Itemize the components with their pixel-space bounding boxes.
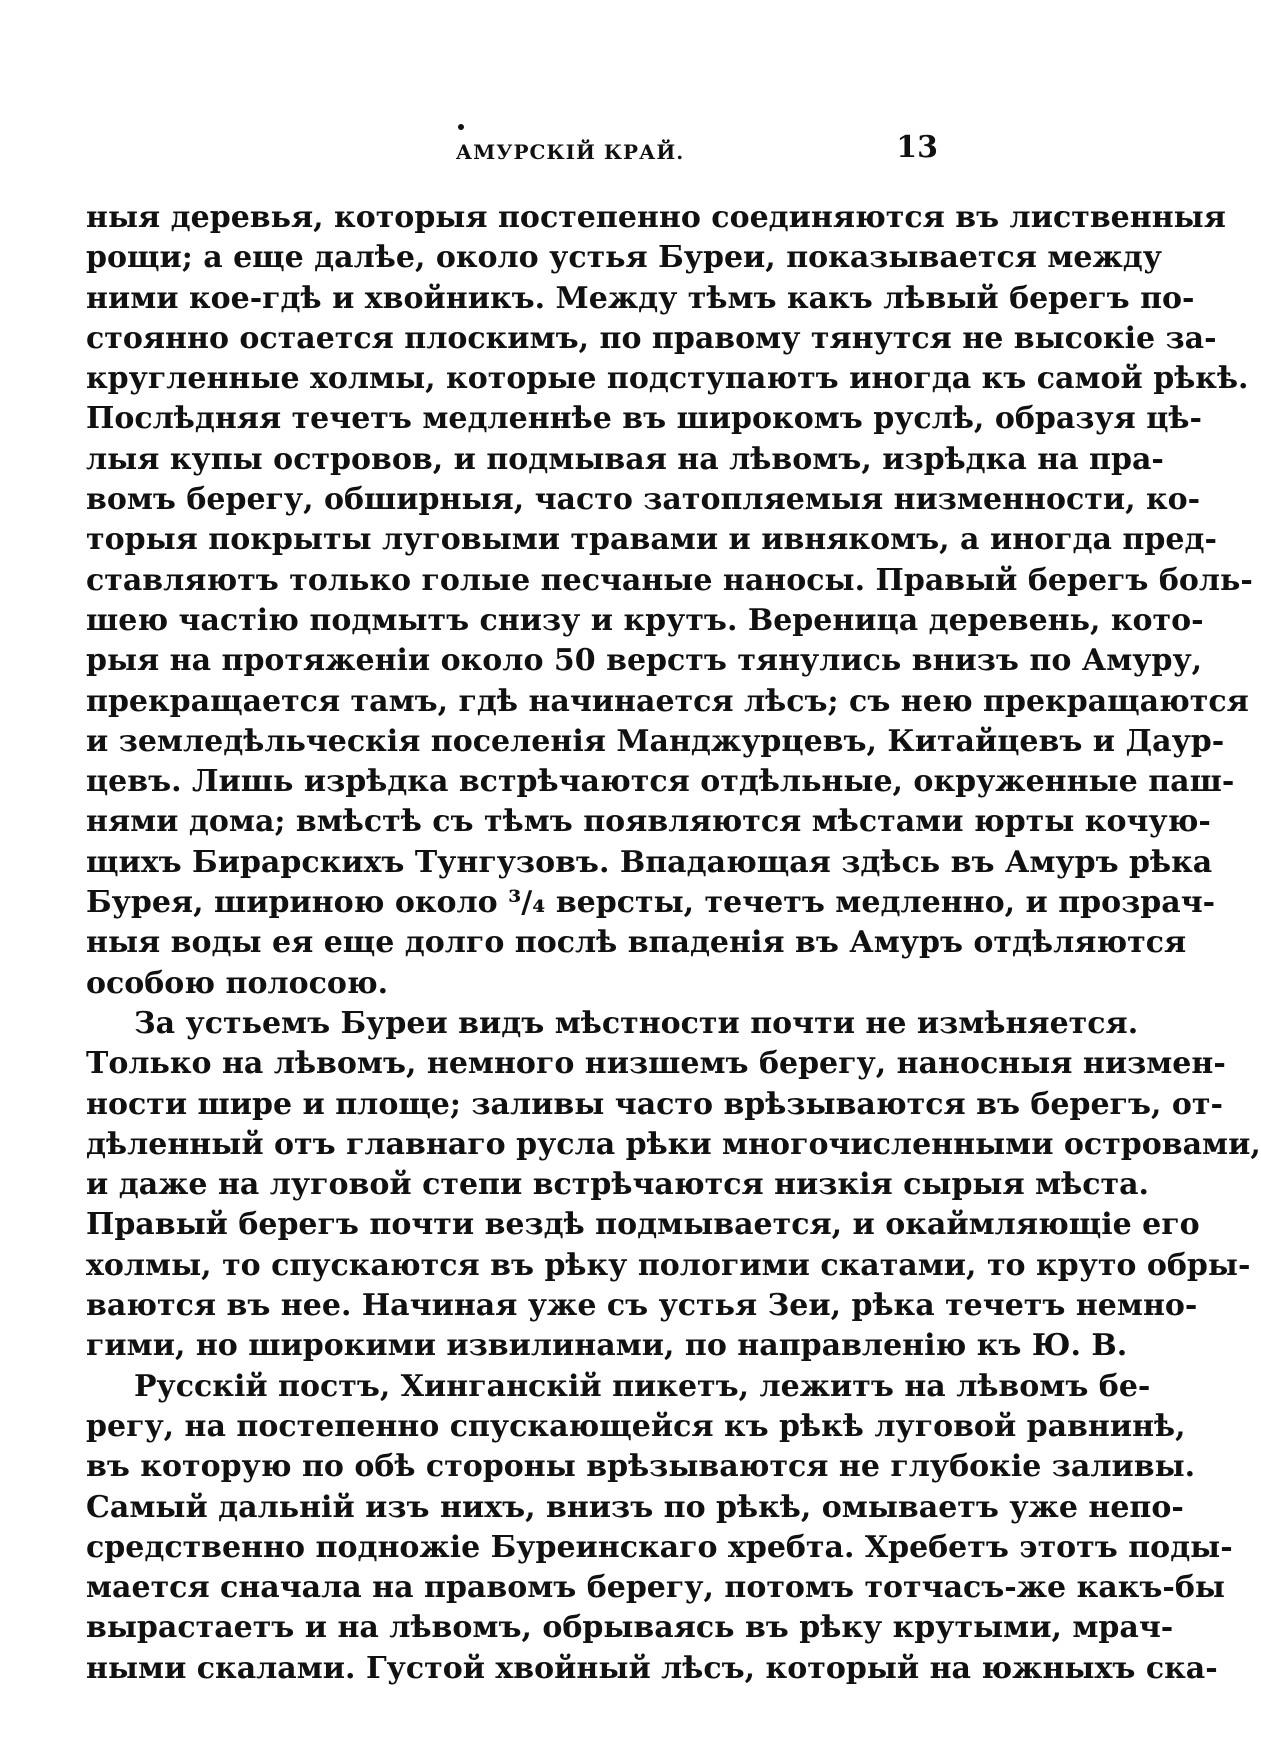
page-header <box>0 130 1140 180</box>
text-line: торыя покрыты луговыми травами и ивнякомъ, а иногда пред- <box>86 522 1217 558</box>
text-line: цевъ. Лишь изрѣдка встрѣчаются отдѣльные, окруженные паш- <box>86 764 1235 800</box>
paragraph <box>86 1004 1261 1367</box>
text-line: Русскій постъ, Хинганскій пикетъ, лежитъ на лѣвомъ бе- <box>134 1368 1151 1404</box>
text-line: ваются въ нее. Начиная уже съ устья Зеи, рѣка течетъ немно- <box>86 1288 1198 1324</box>
text-line: лыя купы островов, и подмывая на лѣвомъ, изрѣдка на пра- <box>86 441 1164 477</box>
text-line: въ которую по обѣ стороны врѣзываются не глубокіе заливы. <box>86 1449 1196 1485</box>
text-line: Послѣдняя течетъ медленнѣе въ широкомъ руслѣ, образуя цѣ- <box>86 401 1202 437</box>
body-text <box>86 198 1261 1689</box>
text-line: Только на лѣвомъ, немного низшемъ берегу, наносныя низмен- <box>86 1046 1226 1082</box>
text-line: ставляютъ только голые песчаные наносы. Правый берегъ боль- <box>86 562 1253 598</box>
paragraph <box>86 1367 1233 1689</box>
text-line: дѣленный отъ главнаго русла рѣки многочисленными островами, <box>86 1126 1261 1162</box>
text-line: и даже на луговой степи встрѣчаются низкія сырыя мѣста. <box>86 1167 1149 1203</box>
running-title: АМУРСКІЙ КРАЙ. <box>455 140 685 164</box>
text-line: вомъ берегу, обширныя, часто затопляемыя низменности, ко- <box>86 482 1201 518</box>
text-line: рыя на протяженіи около 50 верстъ тянулись внизъ по Амуру, <box>86 643 1203 679</box>
text-line: ними кое-гдѣ и хвойникъ. Между тѣмъ какъ лѣвый берегъ по- <box>86 280 1195 316</box>
text-line: ныя воды ея еще долго послѣ впаденія въ Амуръ отдѣляются <box>86 925 1187 961</box>
text-line: За устьемъ Буреи видъ мѣстности почти не измѣняется. <box>134 1005 1139 1041</box>
text-line: рощи; а еще далѣе, около устья Буреи, показывается между <box>86 240 1162 276</box>
text-line: гими, но широкими извилинами, по направленію къ Ю. В. <box>86 1328 1128 1364</box>
text-line: прекращается тамъ, гдѣ начинается лѣсъ; съ нею прекращаются <box>86 683 1249 719</box>
text-line: особою полосою. <box>86 965 389 1001</box>
text-line: нями дома; вмѣстѣ съ тѣмъ появляются мѣстами юрты кочую- <box>86 804 1211 840</box>
text-line: ности шире и площе; заливы часто врѣзываются въ берегъ, от- <box>86 1086 1223 1122</box>
text-line: холмы, то спускаются въ рѣку пологими скатами, то круто обры- <box>86 1247 1251 1283</box>
text-line: и земледѣльческія поселенія Манджурцевъ, Китайцевъ и Даур- <box>86 723 1225 759</box>
text-line: регу, на постепенно спускающейся къ рѣкѣ луговой равнинѣ, <box>86 1408 1186 1444</box>
text-line: вырастаетъ и на лѣвомъ, обрываясь въ рѣку крутыми, мрач- <box>86 1610 1174 1646</box>
ink-speck <box>458 124 464 130</box>
paragraph <box>86 198 1253 1004</box>
text-line: мается сначала на правомъ берегу, потомъ тотчасъ-же какъ-бы <box>86 1570 1225 1606</box>
page-number: 13 <box>896 130 938 165</box>
text-line: Бурея, шириною около ³/₄ версты, течетъ медленно, и прозрач- <box>86 885 1216 921</box>
text-line: стоянно остается плоскимъ, по правому тянутся не высокіе за- <box>86 320 1217 356</box>
text-line: ными скалами. Густой хвойный лѣсъ, который на южныхъ ска- <box>86 1650 1218 1686</box>
text-line: Правый берегъ почти вездѣ подмывается, и окаймляющіе его <box>86 1207 1200 1243</box>
text-line: средственно подножіе Буреинскаго хребта. Хребетъ этотъ поды- <box>86 1529 1233 1565</box>
text-line: ныя деревья, которыя постепенно соединяются въ лиственныя <box>86 200 1226 235</box>
text-line: Самый дальній изъ нихъ, внизъ по рѣкѣ, омываетъ уже непо- <box>86 1489 1184 1525</box>
text-line: шею частію подмытъ снизу и крутъ. Вереница деревень, кото- <box>86 602 1204 638</box>
text-line: щихъ Бирарскихъ Тунгузовъ. Впадающая здѣсь въ Амуръ рѣка <box>86 844 1213 880</box>
text-line: кругленные холмы, которые подступаютъ иногда къ самой рѣкѣ. <box>86 361 1249 397</box>
